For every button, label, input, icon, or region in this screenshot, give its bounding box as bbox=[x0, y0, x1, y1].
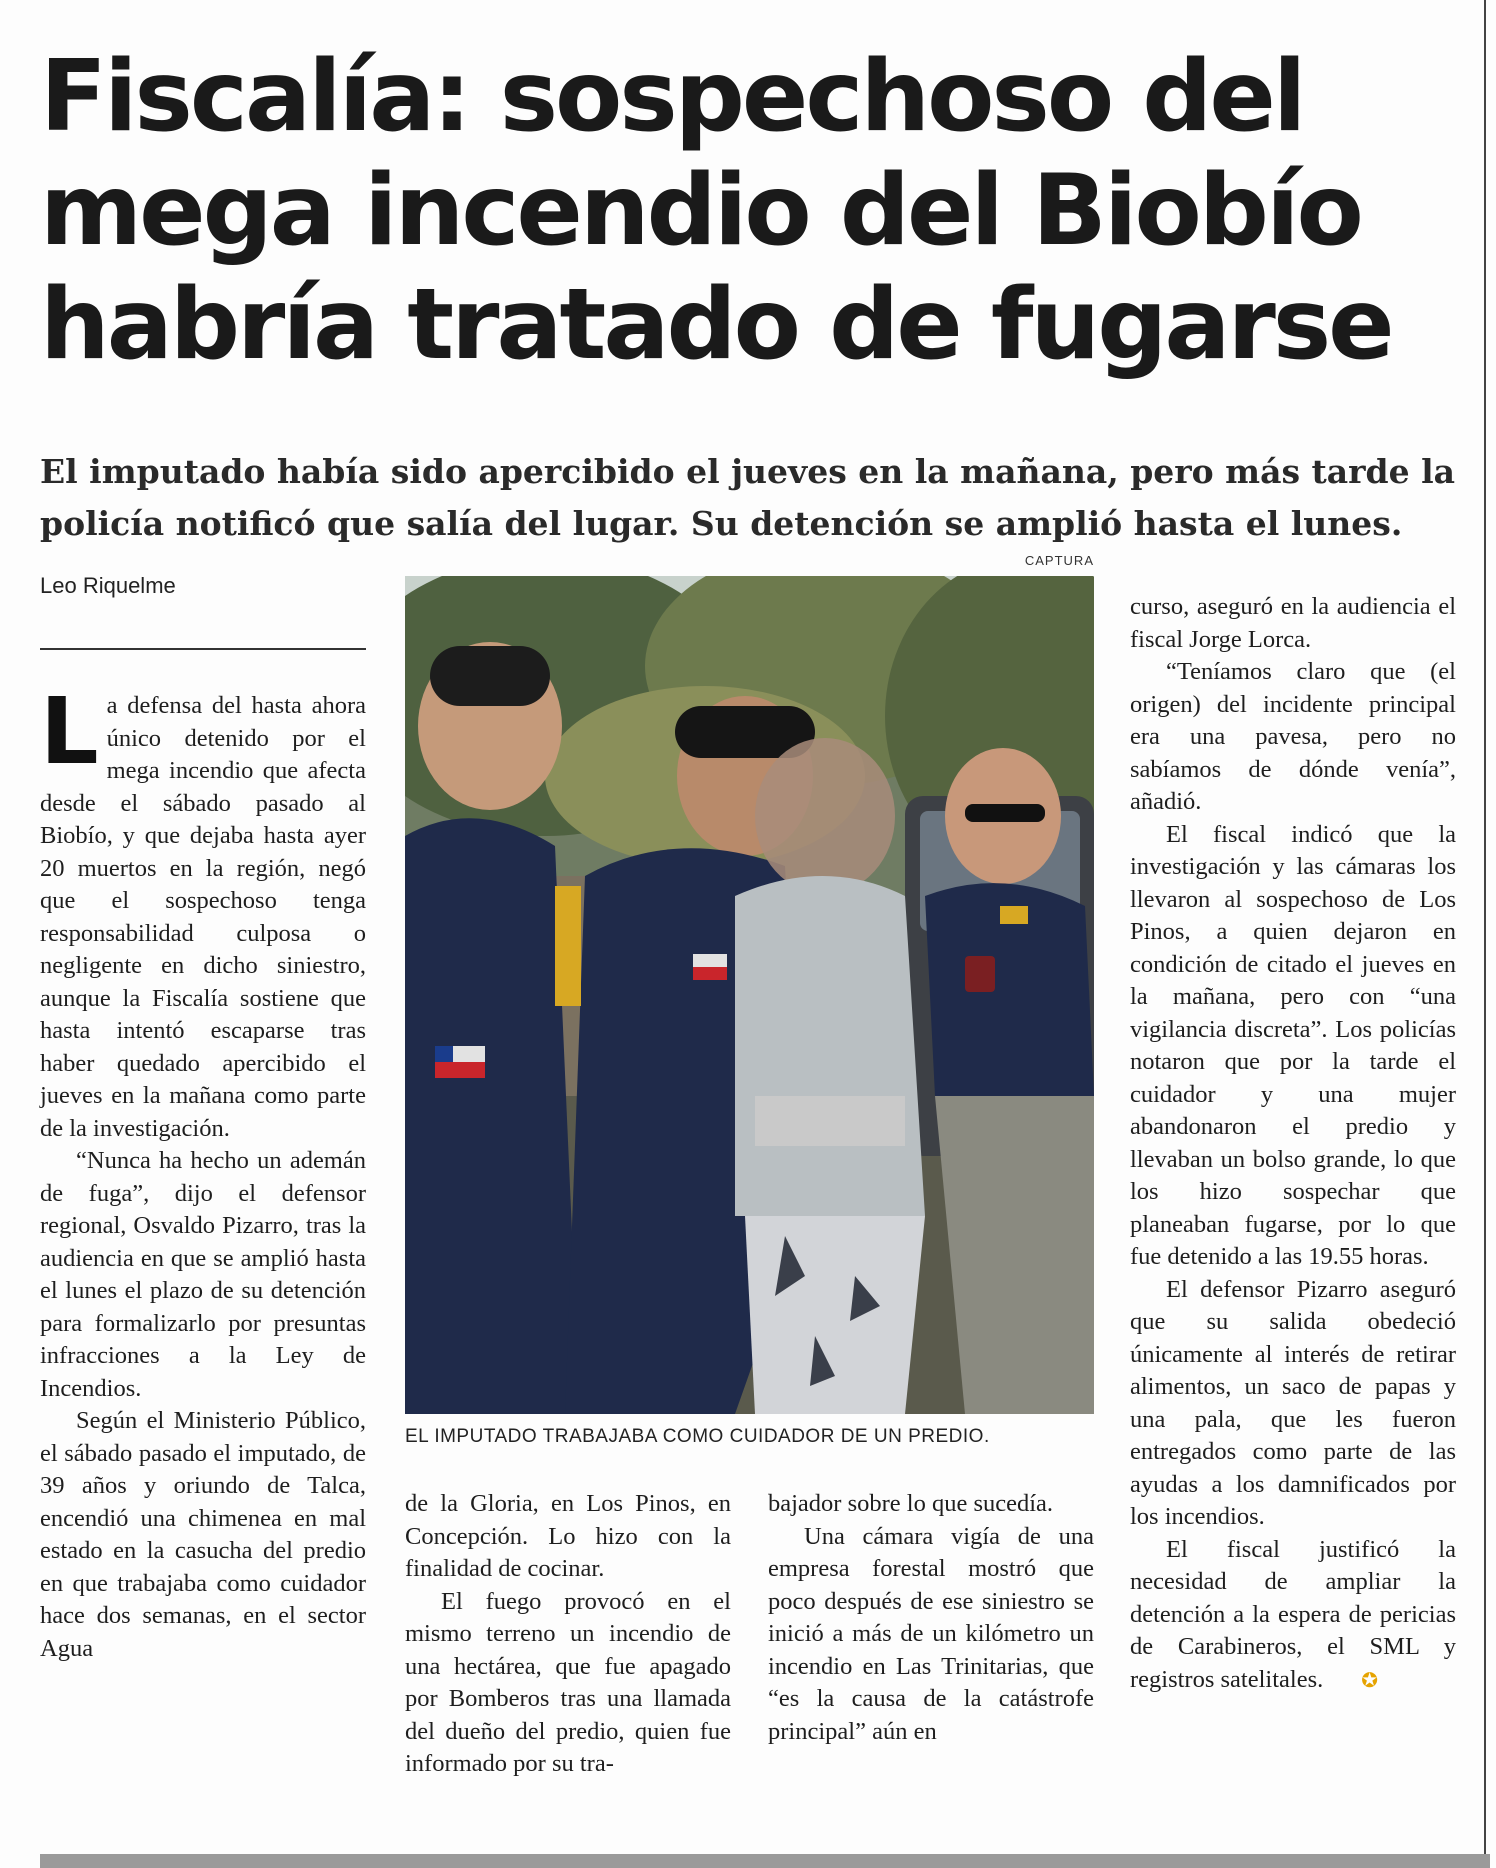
paragraph: “Teníamos claro que (el origen) del incidente principal era una pavesa, pero no sabíamos de dónde venía”, añadió. bbox=[1130, 658, 1456, 815]
byline: Leo Riquelme bbox=[40, 573, 176, 598]
paragraph: El fuego provocó en el mismo terreno un incendio de una hectárea, que fue apagado por Bomberos tras una llamada del dueño del predio, quien fue informado por su tra- bbox=[405, 1587, 731, 1777]
bottom-rule bbox=[40, 1854, 1490, 1868]
paragraph: Según el Ministerio Público, el sábado pasado el imputado, de 39 años y oriundo de Talca, encendió una chimenea en mal estado en la casucha del predio en que trabajaba como cuidador hace dos semanas, en el sector Agua bbox=[40, 1407, 366, 1662]
news-photo bbox=[405, 576, 1094, 1414]
photo-credit: CAPTURA bbox=[1024, 553, 1094, 568]
lead-paragraph bbox=[40, 678, 366, 1145]
paragraph: Una cámara vigía de una empresa forestal mostró que poco después de ese siniestro se inició a más de un kilómetro un incendio en Las Trinitarias, que “es la causa de la catástrofe principal” aún en bbox=[768, 1522, 1094, 1745]
article-column-1 bbox=[40, 678, 366, 1665]
page-edge-rule bbox=[1484, 0, 1486, 1868]
lead-text: a defensa del hasta ahora único detenido por el mega incendio que afecta desde el sábado pasado al Biobío, y que dejaba hasta ayer 20 muertos en la región, negó que el sospechoso tenga responsabilidad culposa o negligente en dicho siniestro, aunque la Fiscalía sostiene que hasta intentó escaparse tras haber quedado apercibido el jueves en la mañana como parte de la investigación. bbox=[40, 692, 366, 1142]
paragraph: bajador sobre lo que sucedía. bbox=[768, 1490, 1054, 1517]
paragraph: “Nunca ha hecho un ademán de fuga”, dijo el defensor regional, Osvaldo Pizarro, tras la audiencia en que se amplió hasta el lunes el plazo de su detención para formalizarlo por presuntas infracciones a la Ley de Incendios. bbox=[40, 1147, 366, 1402]
byline-divider bbox=[40, 648, 366, 650]
paragraph: de la Gloria, en Los Pinos, en Concepción. Lo hizo con la finalidad de cocinar. bbox=[405, 1490, 731, 1582]
final-paragraph bbox=[1130, 1534, 1456, 1698]
paragraph: El defensor Pizarro aseguró que su salida obedeció únicamente al interés de retirar alimentos, un saco de papas y una pala, que les fueron entregados como parte de las ayudas a los damnificados por los incendios. bbox=[1130, 1275, 1456, 1530]
headline: Fiscalía: sospechoso del mega incendio del Biobío habría tratado de fugarse bbox=[40, 40, 1392, 382]
subheadline: El imputado había sido apercibido el jueves en la mañana, pero más tarde la policía notificó que salía del lugar. Su detención se amplió hasta el lunes. bbox=[40, 452, 1456, 543]
article-column-4 bbox=[1130, 591, 1456, 1697]
article-column-3 bbox=[768, 1488, 1094, 1748]
paragraph: curso, aseguró en la audiencia el fiscal Jorge Lorca. bbox=[1130, 593, 1456, 653]
drop-cap: L bbox=[40, 678, 99, 785]
circle-star-icon: ✪ bbox=[1361, 1669, 1378, 1692]
article-column-2 bbox=[405, 1488, 731, 1781]
paragraph: El fiscal indicó que la investigación y las cámaras los llevaron al sospechoso de Los Pinos, a quien dejaron en condición de citado el jueves en la mañana, pero con “una vigilancia discreta”. Los policías notaron que por la tarde el cuidador y una mujer abandonaron el predio y llevaban un bolso grande, lo que los hizo sospechar que planeaban fugarse, por lo que fue detenido a las 19.55 horas. bbox=[1130, 820, 1456, 1270]
photo-caption: EL IMPUTADO TRABAJABA COMO CUIDADOR DE UN PREDIO. bbox=[405, 1426, 990, 1447]
final-paragraph-text: El fiscal justificó la necesidad de ampliar la detención a la espera de pericias de Carabineros, el SML y registros satelitales. bbox=[1130, 1535, 1456, 1693]
arrest-scene-illustration bbox=[405, 576, 1094, 1414]
